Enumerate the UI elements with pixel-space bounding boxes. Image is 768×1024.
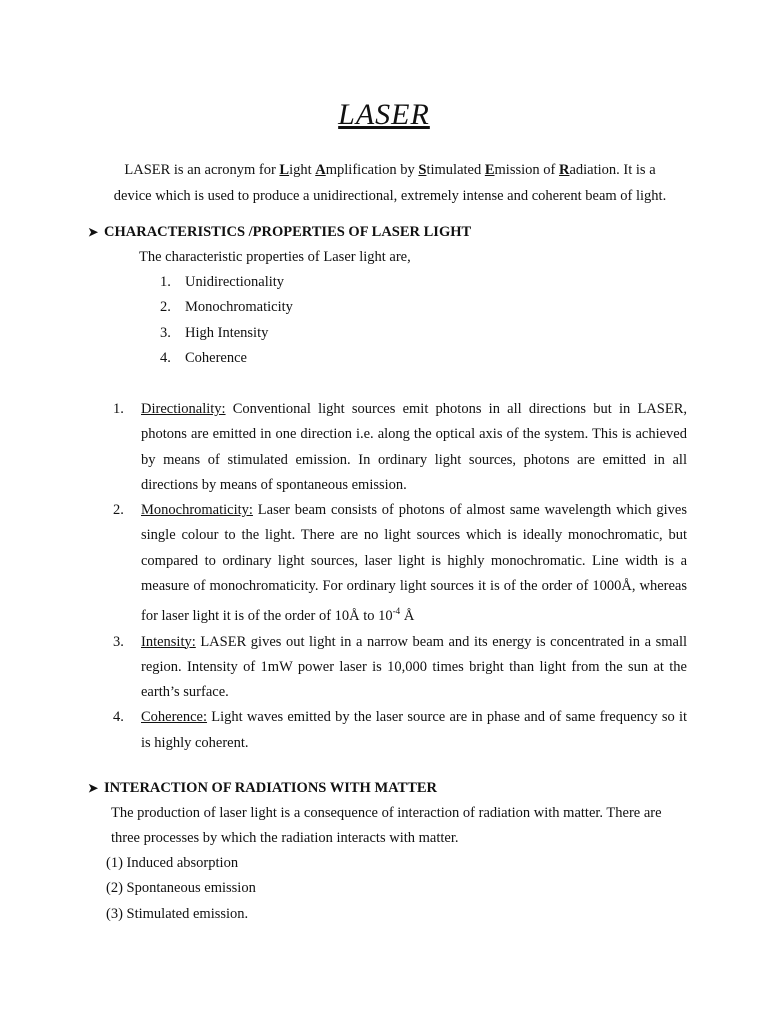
acronym-letter-l: L (279, 162, 290, 178)
detail-item-directionality (0, 397, 768, 498)
intro-text: LASER is an acronym for (124, 162, 280, 178)
acronym-letter-a: A (315, 162, 326, 178)
detail-term: Monochromaticity: (141, 502, 253, 519)
processes-list (106, 851, 256, 927)
detail-text (141, 397, 687, 498)
section-heading-text: CHARACTERISTICS /PROPERTIES OF LASER LIGHT (104, 224, 472, 240)
intro-text: mission of (494, 162, 559, 178)
list-item (160, 321, 293, 346)
detail-number: 1. (113, 401, 124, 417)
detail-body-tail: Å (400, 608, 415, 625)
detail-item-coherence (0, 705, 768, 756)
section-heading-characteristics (88, 224, 471, 241)
detail-number: 3. (113, 633, 124, 650)
acronym-letter-r: R (558, 162, 570, 178)
intro-text: ight (289, 162, 316, 178)
list-item: (2) Spontaneous emission (106, 880, 256, 897)
detail-term: Directionality: (141, 401, 226, 417)
detail-body: Laser beam consists of photons of almost same wavelength which gives single colour to the light. There are no light sources which is ideally monochromatic, but compared to ordinary light sources, laser light is highly monochromatic. Line width is a measure of monochromaticity. For ordinary light sources it is of the order of 1000Å, whereas for laser light it is of the order of 10Å to 10 (141, 502, 687, 625)
characteristics-intro: The characteristic properties of Laser light are, (139, 249, 411, 265)
detail-text (141, 630, 687, 706)
list-number: 2. (160, 299, 171, 316)
list-item (160, 270, 293, 295)
list-item (160, 295, 293, 320)
list-number: 3. (160, 324, 171, 341)
arrow-bullet-icon: ➤ (88, 781, 99, 795)
detail-term: Intensity: (141, 633, 196, 650)
list-item (160, 346, 293, 371)
detail-body: LASER gives out light in a narrow beam and its energy is concentrated in a small region. Intensity of 1mW power laser is 10,000 times bright than light from the sun at the earth’s surface. (141, 633, 687, 701)
intro-text: mplification by (325, 162, 419, 178)
properties-details (0, 397, 768, 756)
detail-text (141, 705, 687, 756)
intro-text-line2: device which is used to produce a unidirectional, extremely intense and coherent beam of light. (113, 187, 667, 204)
list-number: 4. (160, 349, 171, 366)
interaction-paragraph: The production of laser light is a consequence of interaction of radiation with matter. There are three processes by which the radiation interacts with matter. (111, 805, 662, 847)
detail-number: 4. (113, 709, 124, 726)
detail-body: Light waves emitted by the laser source are in phase and of same frequency so it is highly coherent. (141, 709, 687, 751)
list-label: Monochromaticity (185, 299, 293, 316)
detail-item-monochromaticity (0, 498, 768, 629)
detail-item-intensity (0, 630, 768, 706)
intro-text: timulated (426, 162, 485, 178)
acronym-letter-s: S (418, 162, 427, 178)
arrow-bullet-icon: ➤ (88, 225, 99, 239)
list-label: High Intensity (185, 324, 269, 341)
detail-term: Coherence: (141, 709, 208, 726)
properties-list (160, 270, 293, 371)
intro-paragraph (90, 158, 690, 209)
superscript: -4 (392, 606, 401, 617)
list-number: 1. (160, 274, 171, 290)
list-label: Coherence (185, 349, 247, 366)
list-label: Unidirectionality (185, 274, 285, 290)
section-heading-interaction (88, 780, 437, 797)
list-item: (1) Induced absorption (106, 855, 239, 871)
section-heading-text: INTERACTION OF RADIATIONS WITH MATTER (104, 780, 438, 796)
list-item: (3) Stimulated emission. (106, 905, 249, 922)
page-title: LASER (338, 98, 430, 131)
detail-number: 2. (113, 502, 124, 519)
intro-text: adiation. It is a (569, 162, 656, 178)
acronym-letter-e: E (484, 162, 495, 178)
detail-body: Conventional light sources emit photons in all directions but in LASER, photons are emitted in one direction i.e. along the optical axis of the system. This is achieved by means of stimulated emission. In ordinary light sources, photons are emitted in all directions by means of spontaneous emission. (141, 401, 687, 493)
detail-text (141, 498, 687, 629)
